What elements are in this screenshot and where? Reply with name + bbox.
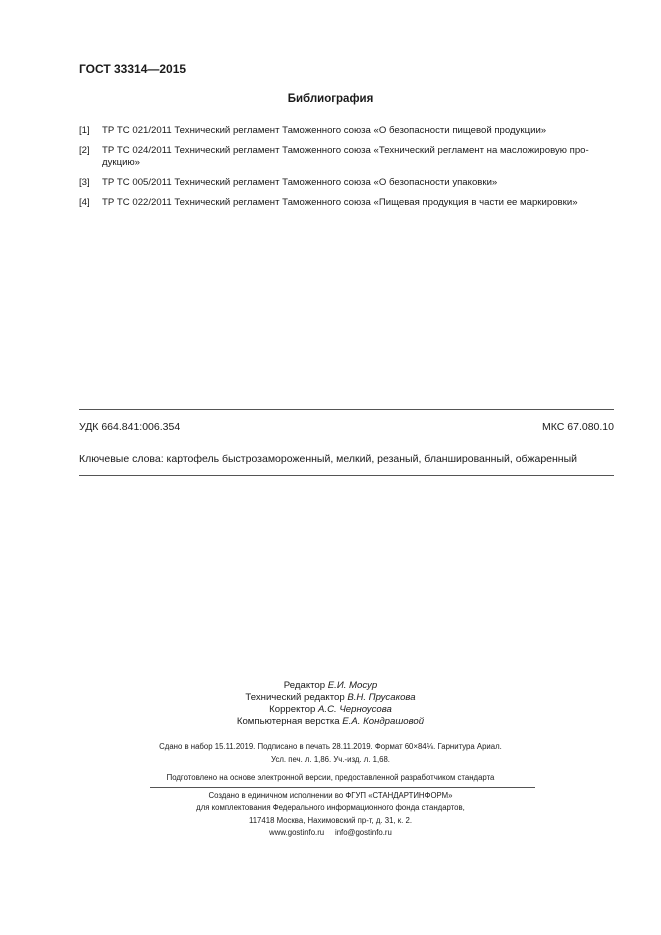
credit-name: А.С. Черноусова — [318, 704, 392, 715]
standard-number: ГОСТ 33314—2015 — [79, 62, 187, 76]
credit-proofreader — [0, 704, 661, 715]
bibliography-number: [2] — [79, 145, 90, 156]
bibliography-text-continued: дукцию» — [102, 157, 140, 168]
credit-label: Технический редактор — [245, 692, 348, 703]
bibliography-text: ТР ТС 022/2011 Технический регламент Таможенного союза «Пищевая продукция в части ее маркировки» — [102, 197, 578, 208]
credit-name: В.Н. Прусакова — [347, 692, 416, 703]
bibliography-number: [4] — [79, 197, 90, 208]
credit-editor — [0, 680, 661, 691]
credit-name: Е.А. Кондрашовой — [342, 716, 425, 727]
imprint-line: Создано в единичном исполнении во ФГУП «СТАНДАРТИНФОРМ» — [208, 791, 453, 800]
bibliography-text: ТР ТС 024/2011 Технический регламент Таможенного союза «Технический регламент на масложировую про- — [102, 145, 589, 156]
bibliography-text: ТР ТС 021/2011 Технический регламент Таможенного союза «О безопасности пищевой продукции» — [102, 125, 547, 136]
imprint-line: Сдано в набор 15.11.2019. Подписано в печать 28.11.2019. Формат 60×84⅛. Гарнитура Ариал. — [159, 742, 502, 751]
bibliography-item — [79, 144, 619, 170]
imprint-line: 117418 Москва, Нахимовский пр-т, д. 31, к. 2. — [248, 816, 413, 825]
imprint-line: Подготовлено на основе электронной версии, предоставленной разработчиком стандарта — [166, 773, 495, 782]
credit-technical-editor — [0, 692, 661, 703]
imprint-line: Усл. печ. л. 1,86. Уч.-изд. л. 1,68. — [271, 755, 390, 764]
keywords: Ключевые слова: картофель быстрозамороженный, мелкий, резаный, бланшированный, обжаренный — [79, 453, 578, 465]
bibliography-number: [1] — [79, 125, 90, 136]
credit-label: Компьютерная верстка — [236, 716, 343, 727]
imprint-contacts: www.gostinfo.ru info@gostinfo.ru — [269, 828, 392, 837]
credit-label: Корректор — [269, 704, 319, 715]
page-title: Библиография — [287, 93, 374, 105]
mks-code: МКС 67.080.10 — [542, 421, 614, 433]
divider — [79, 409, 614, 410]
credit-layout — [0, 716, 661, 727]
credit-label: Редактор — [283, 680, 328, 691]
imprint-line: для комплектования Федерального информационного фонда стандартов, — [196, 803, 465, 812]
udk-code: УДК 664.841:006.354 — [79, 421, 181, 433]
bibliography-text: ТР ТС 005/2011 Технический регламент Таможенного союза «О безопасности упаковки» — [102, 177, 498, 188]
divider — [150, 787, 535, 788]
divider — [79, 475, 614, 476]
bibliography-number: [3] — [79, 177, 90, 188]
credit-name: Е.И. Мосур — [327, 680, 378, 691]
